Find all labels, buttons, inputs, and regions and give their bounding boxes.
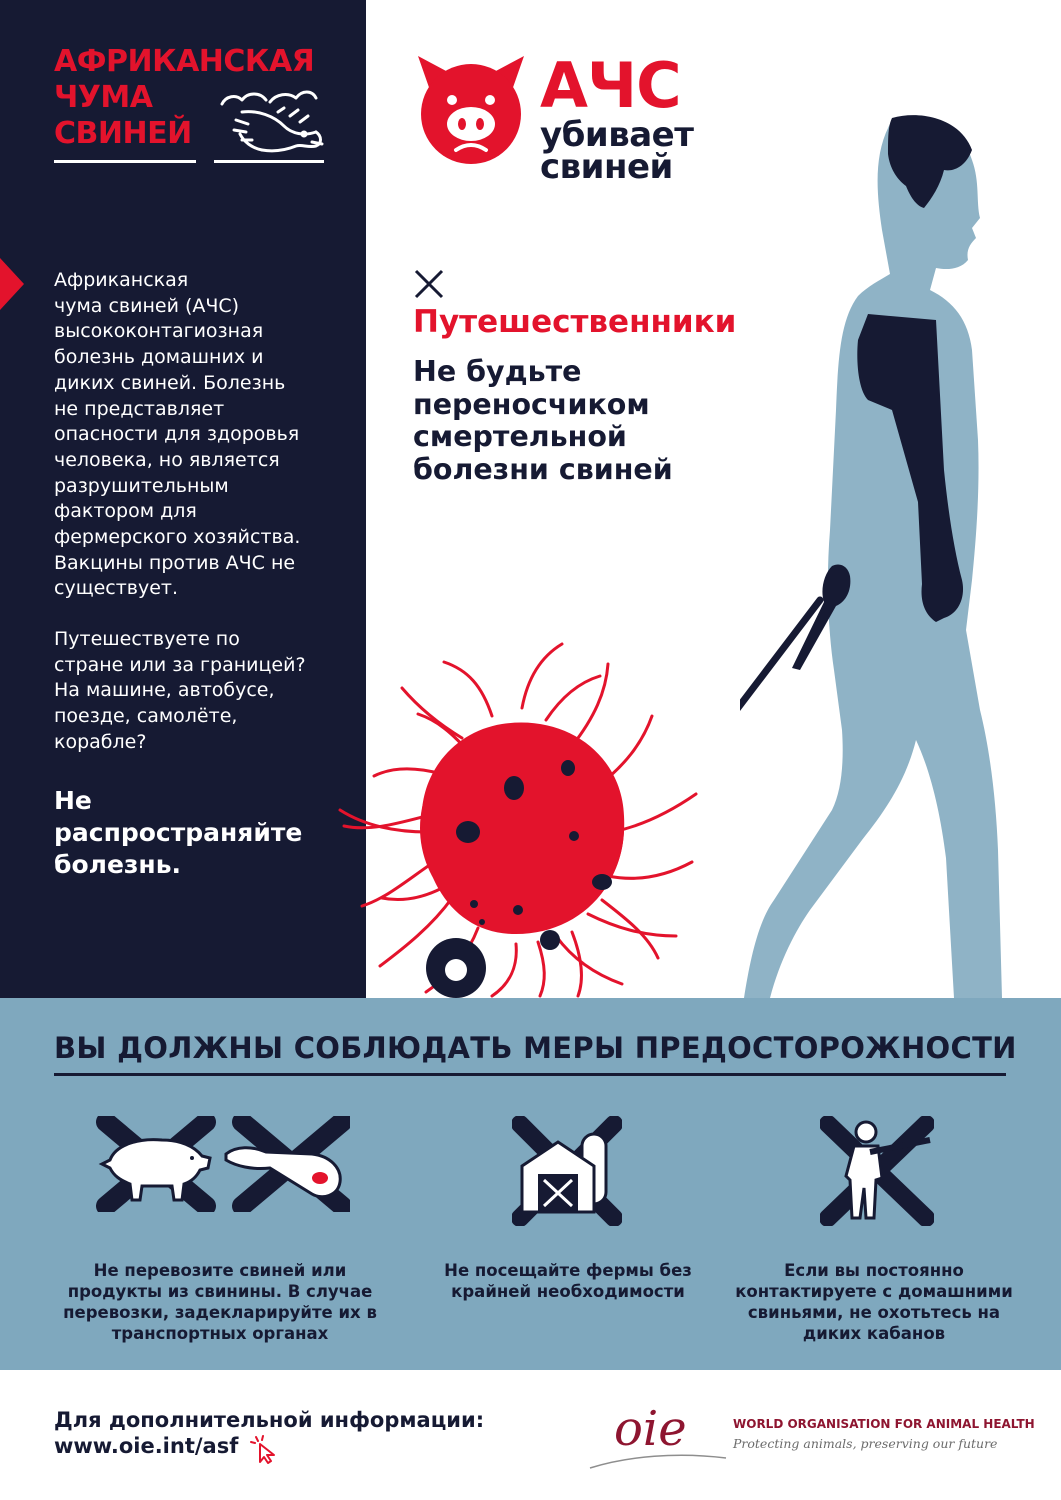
question-line: На машине, автобусе,: [54, 679, 275, 702]
traveller-silhouette-icon: [740, 110, 1020, 1000]
travel-question: [54, 627, 354, 756]
question-line: поезде, самолёте,: [54, 705, 238, 728]
oie-logo: oie: [614, 1401, 687, 1457]
warning-line: смертельной: [413, 420, 627, 453]
question-line: Путешествуете по: [54, 628, 240, 650]
intro-paragraph: [54, 268, 354, 602]
rule-text-no-hunting: [724, 1260, 1024, 1344]
org-name: WORLD ORGANISATION FOR ANIMAL HEALTH: [733, 1417, 1035, 1431]
logo-swoosh: [588, 1448, 728, 1472]
intro-line: человека, но является: [54, 448, 280, 471]
wild-boar-sketch-icon: [212, 86, 328, 160]
callout-line: Не: [54, 786, 92, 815]
asf-abbreviation: АЧС: [540, 49, 681, 122]
warning-line: переносчиком: [413, 387, 650, 421]
intro-line: фермерского хозяйства.: [54, 526, 301, 549]
rule-line: Не посещайте фермы без: [444, 1261, 692, 1280]
badge-pigs-line: свиней: [540, 147, 673, 187]
more-info-label: Для дополнительной информации:: [54, 1408, 485, 1432]
rule-line: контактируете с домашними: [735, 1282, 1013, 1301]
org-tagline: Protecting animals, preserving our future: [733, 1436, 998, 1451]
audience-heading: Путешественники: [413, 304, 737, 340]
warning-text: [413, 356, 773, 486]
pig-icon: [96, 1116, 216, 1212]
intro-line: разрушительным: [54, 474, 229, 497]
cursor-click-icon: [250, 1434, 280, 1464]
intro-line: не представляет: [54, 397, 225, 420]
callout-line: распространяйте: [54, 818, 303, 847]
close-icon: [413, 268, 445, 300]
rule-line: перевозки, задекларируйте их в: [63, 1303, 377, 1322]
virus-suitcase-icon: [332, 636, 712, 998]
intro-line: существует.: [54, 577, 179, 600]
question-line: стране или за границей?: [54, 653, 306, 676]
arrow-marker-icon: [0, 258, 24, 310]
intro-line: чума свиней (АЧС): [54, 294, 240, 317]
question-line: корабле?: [54, 730, 147, 753]
rule-line: диких кабанов: [802, 1324, 946, 1343]
precautions-heading: ВЫ ДОЛЖНЫ СОБЛЮДАТЬ МЕРЫ ПРЕДОСТОРОЖНОСТИ: [54, 1031, 1017, 1065]
rule-text-no-farm-visits: [420, 1260, 716, 1302]
title-line-1: АФРИКАНСКАЯ: [54, 44, 315, 79]
rule-line: Не перевозите свиней или: [93, 1261, 347, 1280]
sad-pig-face-icon: [412, 52, 530, 164]
badge-kills-line: убивает: [540, 115, 694, 155]
rule-line: транспортных органах: [111, 1324, 329, 1343]
rule-line: продукты из свинины. В случае: [67, 1282, 373, 1301]
title-underline: [54, 160, 196, 163]
title-line-2: ЧУМА: [54, 80, 153, 115]
intro-line: фактором для: [54, 500, 197, 523]
warning-line: болезни свиней: [413, 452, 673, 486]
rule-text-no-transport: [54, 1260, 386, 1344]
intro-line: Вакцины против АЧС не: [54, 551, 296, 574]
title-line-3: СВИНЕЙ: [54, 116, 192, 151]
intro-line: Африканская: [54, 269, 189, 291]
precautions-divider: [54, 1073, 1006, 1076]
rule-line: крайней необходимости: [451, 1282, 685, 1301]
intro-line: опасности для здоровья: [54, 423, 300, 446]
more-info-link[interactable]: www.oie.int/asf: [54, 1434, 239, 1458]
callout-do-not-spread: [54, 785, 302, 881]
title-rule: [214, 160, 324, 163]
rule-line: Если вы постоянно: [784, 1261, 964, 1280]
callout-line: болезнь.: [54, 850, 182, 879]
farm-icon: [512, 1116, 622, 1226]
warning-line: Не будьте: [413, 355, 582, 388]
intro-line: высококонтагиозная: [54, 320, 264, 343]
intro-line: болезнь домашних и: [54, 346, 264, 369]
hunter-icon: [820, 1116, 934, 1226]
rule-line: свиньями, не охотьтесь на: [747, 1303, 1001, 1322]
intro-line: диких свиней. Болезнь: [54, 371, 286, 394]
ham-icon: [222, 1116, 350, 1212]
